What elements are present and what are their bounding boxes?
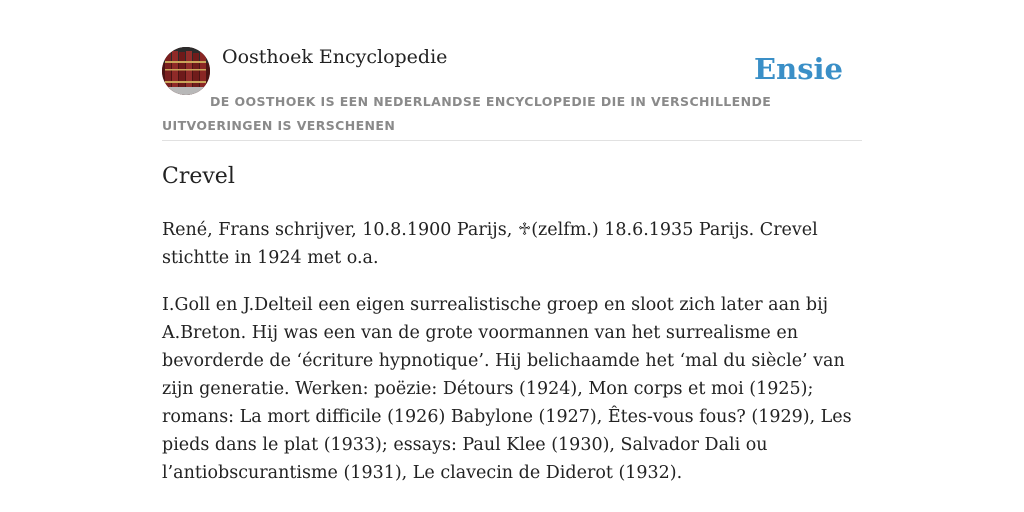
page [162, 0, 862, 483]
brand-logo-text[interactable]: Ensie [754, 52, 843, 86]
encyclopedia-books-icon[interactable] [162, 47, 210, 95]
site-tagline: DE OOSTHOEK IS EEN NEDERLANDSE ENCYCLOPEDIE DIE IN VERSCHILLENDE UITVOERINGEN IS VERSCHENEN [162, 94, 772, 133]
site-title[interactable]: Oosthoek Encyclopedie [222, 46, 448, 68]
article-paragraph: I.Goll en J.Delteil een eigen surrealistische groep en sloot zich later aan bij A.Breton. Hij was een van de grote voormannen van het surrealisme en bevorderde de ‘écriture hypnotique’. Hij belichaamde het ‘mal du siècle’ van zijn generatie. Werken: poëzie: Détours (1924), Mon corps et moi (1925); romans: La mort difficile (1926) Babylone (1927), Êtes-vous fous? (1929), Les pieds dans le plat (1933); essays: Paul Klee (1930), Salvador Dali ou l’antiobscurantisme (1931), Le clavecin de Diderot (1932). [162, 295, 852, 483]
article-title: Crevel [162, 164, 235, 189]
article-body [162, 216, 864, 506]
site-header [162, 0, 862, 141]
article-paragraph: René, Frans schrijver, 10.8.1900 Parijs, ♱(zelfm.) 18.6.1935 Parijs. Crevel stichtte in 1924 met o.a. [162, 220, 818, 268]
